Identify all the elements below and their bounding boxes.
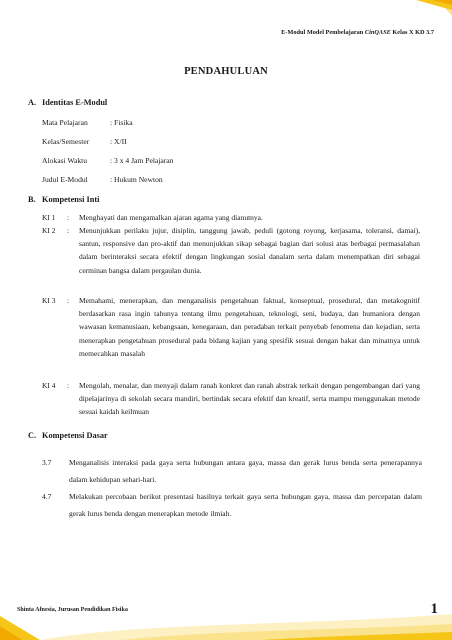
- section-a-heading: A. Identitas E-Modul: [28, 98, 108, 107]
- section-b-heading: B. Kompetensi Inti: [28, 195, 100, 204]
- ki-item: KI 1 : Menghayati dan mengamalkan ajaran agama yang dianutnya.: [42, 213, 263, 222]
- top-right-decoration: [382, 0, 452, 22]
- ki-item: KI 4 : Mengolah, menalar, dan menyaji dalam ranah konkret dan ranah abstrak terkait dengan pengembangan dari yang dipelajarinya di sekolah secara mandiri, bertindak secara efektif dan kreatif, serta mampu menggunakan metode sesuai kaidah keilmuan: [42, 381, 420, 417]
- identity-row: Mata Pelajaran : Fisika: [42, 118, 133, 127]
- section-c-heading: C. Kompetensi Dasar: [28, 431, 108, 440]
- kd-item: 4.7 Melakukan percobaan berikut presentasi hasilnya terkait gaya serta hubungan gaya, massa dan percepatan dalam gerak lurus benda dengan menerapkan metode ilmiah.: [42, 492, 422, 518]
- running-header: E-Modul Model Pembelajaran CinQASE Kelas X KD 3.7: [281, 29, 434, 36]
- identity-row: Judul E-Modul : Hukum Newton: [42, 175, 163, 184]
- identity-row: Alokasi Waktu : 3 x 4 Jam Pelajaran: [42, 156, 174, 165]
- bottom-decoration: [0, 600, 452, 640]
- ki-item: KI 3 : Memahami, menerapkan, dan menganalisis pengetahuan faktual, konseptual, prosedural, dan metakognitif berdasarkan rasa ingin tahunya tentang ilmu pengetahuan, teknologi, seni, budaya, dan humaniora dengan wawasan kemanusiaan, kebangsaan, kenegaraan, dan peradaban terkait penyebab fenomena dan kejadian, serta menerapkan pengetahuan prosedural pada bidang kajian yang spesifik sesuai dengan bakat dan minatnya untuk memecahkan masalah: [42, 296, 420, 358]
- page-title: PENDAHULUAN: [184, 66, 268, 77]
- identity-row: Kelas/Semester : X/II: [42, 137, 127, 146]
- footer-author: Shinta Afnesia, Jurusan Pendidikan Fisika: [17, 607, 128, 613]
- page-number: 1: [430, 601, 438, 617]
- kd-item: 3.7 Menganalisis interaksi pada gaya serta hubungan antara gaya, massa dan gerak lurus benda serta penerapannya dalam kehidupan sehari-hari.: [42, 458, 422, 484]
- ki-item: KI 2 : Menunjukkan perilaku jujur, disiplin, tanggung jawab, peduli (gotong royong, kerjasama, toleransi, damai), santun, responsive dan pro-aktif dan menunjukkan sikap sebagai bagian dari solusi atas berbagai permasalahan dalam berinteraksi secara efektif dengan lingkungan sosial danalam serta dalam menempatkan diri sebagai cerminan bangsa dalam pergaulan dunia.: [42, 226, 420, 275]
